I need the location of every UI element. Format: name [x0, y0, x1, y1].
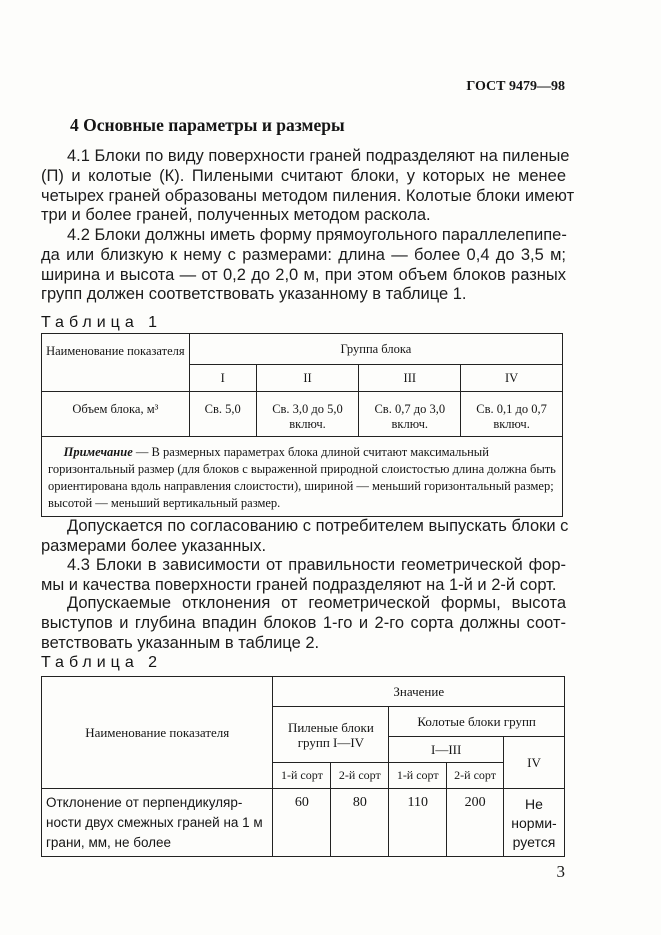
- table-2-value-header: Значение: [273, 677, 565, 707]
- text-line: выступов и глубина впадин блоков 1-го и 2-го сорта должны соот-: [41, 613, 566, 632]
- table-2-split-sub: I—III: [389, 737, 504, 763]
- paragraph-4-3: [41, 556, 566, 596]
- table-1: [41, 333, 563, 517]
- text-line: групп должен соответствовать указанному в таблице 1.: [41, 285, 467, 304]
- paragraph-4-1: [41, 147, 575, 226]
- paragraph-4-2: [41, 226, 566, 305]
- table-2-cell: 110: [389, 789, 447, 857]
- table-1-caption: Таблица 1: [41, 314, 163, 331]
- table-2: [41, 676, 565, 857]
- note-label: Примечание: [63, 445, 133, 459]
- table-1-col-header: Наименование показателя: [42, 334, 190, 392]
- table-1-group: III: [359, 365, 461, 392]
- table-2-split-header: Колотые блоки групп: [389, 707, 565, 737]
- text-line: четырех граней образованы методом пиления. Колотые блоки имеют: [41, 186, 575, 205]
- section-title: 4 Основные параметры и размеры: [70, 115, 345, 135]
- table-2-sawn-header: Пиленые блоки групп I—IV: [273, 707, 389, 763]
- table-2-grade: 2-й сорт: [447, 763, 504, 789]
- table-2-grade: 2-й сорт: [331, 763, 389, 789]
- text-line: три и более граней, полученных методом раскола.: [41, 206, 431, 225]
- table-2-cell: 80: [331, 789, 389, 857]
- text-line: мы и качества поверхности граней подразделяют на 1-й и 2-й сорт.: [41, 575, 557, 594]
- paragraph-deviations: [41, 594, 566, 653]
- table-1-cell: Св. 0,7 до 3,0 включ.: [359, 392, 461, 437]
- table-1-group: I: [189, 365, 256, 392]
- table-1-group: IV: [461, 365, 563, 392]
- table-2-cell: 200: [447, 789, 504, 857]
- page-number: 3: [556, 862, 565, 881]
- table-1-row-label: Объем блока, м³: [42, 392, 190, 437]
- table-2-caption: Таблица 2: [41, 654, 163, 671]
- table-2-cell: Не норми-руется: [504, 789, 565, 857]
- paragraph-allow: [41, 517, 569, 557]
- text-line: Допускается по согласованию с потребителем выпускать блоки с: [67, 517, 569, 535]
- text-line: да или близкую к нему с размерами: длина — более 0,4 до 3,5 м;: [41, 245, 566, 264]
- table-2-col-header: Наименование показателя: [42, 677, 273, 789]
- text-line: 4.3 Блоки в зависимости от правильности геометрической фор-: [67, 556, 566, 574]
- table-2-grade: 1-й сорт: [273, 763, 331, 789]
- table-2-row-label: Отклонение от перпендикуляр-ности двух смежных граней на 1 м грани, мм, не более: [42, 789, 273, 857]
- note-text: — В размерных параметрах блока длиной считают максимальный горизонтальный размер (для блоков с выраженной природной слоистостью длина должна быть ориентирована вдоль направления слоистости), шириной — меньший горизонтальный размер; высотой — меньший вертикальный размер.: [48, 445, 556, 510]
- text-line: 4.1 Блоки по виду поверхности граней подразделяют на пиленые: [67, 147, 570, 165]
- text-line: ветствовать указанным в таблице 2.: [41, 633, 320, 652]
- text-line: 4.2 Блоки должны иметь форму прямоугольного параллелепипе-: [67, 226, 567, 244]
- table-2-split-sub: IV: [504, 737, 565, 789]
- table-1-cell: Св. 3,0 до 5,0 включ.: [256, 392, 359, 437]
- text-line: размерами более указанных.: [41, 536, 267, 555]
- standard-number: ГОСТ 9479—98: [466, 79, 565, 94]
- text-line: ширина и высота — от 0,2 до 2,0 м, при этом объем блоков разных: [41, 265, 566, 284]
- table-1-cell: Св. 5,0: [189, 392, 256, 437]
- table-2-grade: 1-й сорт: [389, 763, 447, 789]
- table-2-cell: 60: [273, 789, 331, 857]
- table-1-cell: Св. 0,1 до 0,7 включ.: [461, 392, 563, 437]
- text-line: Допускаемые отклонения от геометрической формы, высота: [67, 594, 566, 612]
- text-line: (П) и колотые (К). Пилеными считают блоки, у которых не менее: [41, 166, 566, 185]
- table-1-note: [42, 437, 563, 517]
- table-1-group: II: [256, 365, 359, 392]
- table-1-group-header: Группа блока: [189, 334, 562, 365]
